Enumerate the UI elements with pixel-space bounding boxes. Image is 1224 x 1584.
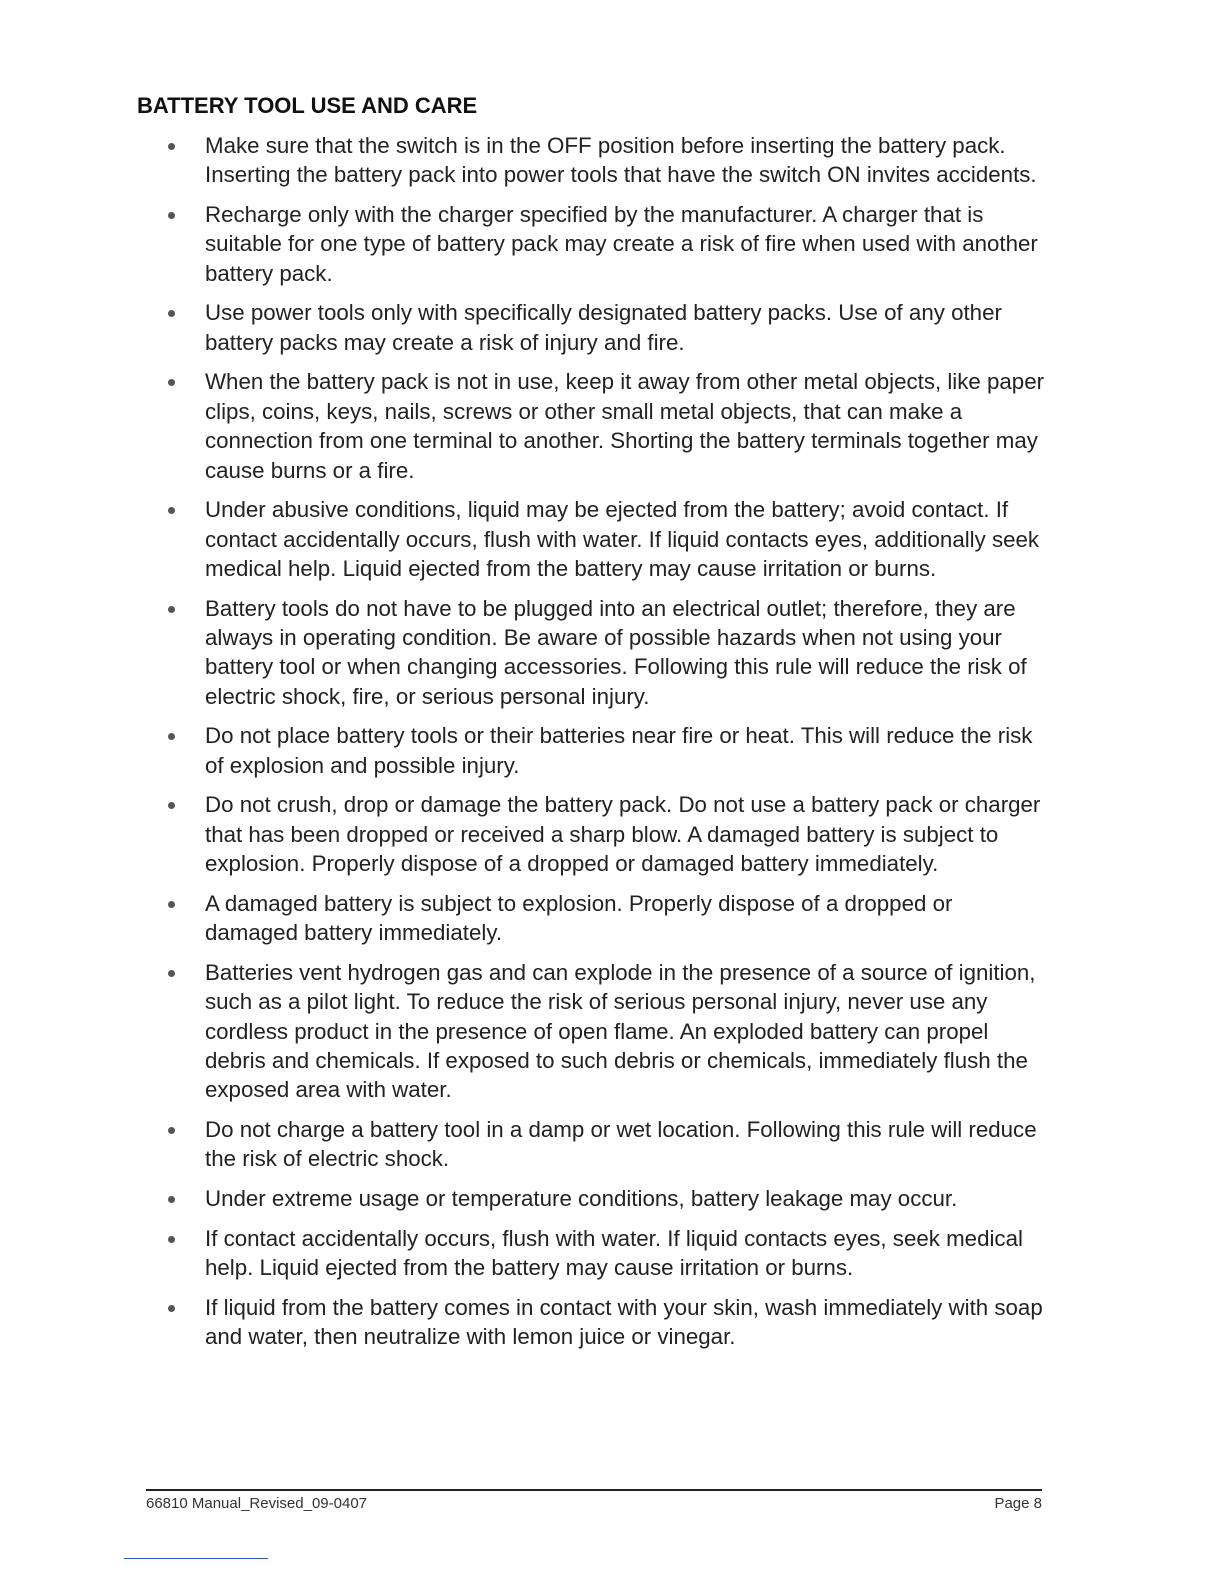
bullet-icon xyxy=(168,379,175,386)
list-item xyxy=(168,367,1048,485)
bullet-list xyxy=(168,131,1048,1362)
list-item xyxy=(168,298,1048,357)
list-item xyxy=(168,790,1048,878)
list-item-text: Under abusive conditions, liquid may be ejected from the battery; avoid contact. If contact accidentally occurs, flush with water. If liquid contacts eyes, additionally seek medical help. Liquid ejected from the battery may cause irritation or burns. xyxy=(205,497,1040,582)
section-heading: BATTERY TOOL USE AND CARE xyxy=(137,93,478,118)
bullet-icon xyxy=(168,1236,175,1243)
list-item-text: Batteries vent hydrogen gas and can explode in the presence of a source of ignition, such as a pilot light. To reduce the risk of serious personal injury, never use any cordless product in the presence of open flame. An exploded battery can propel debris and chemicals. If exposed to such debris or chemicals, immediately flush the exposed area with water. xyxy=(205,959,1036,1103)
list-item-text: Battery tools do not have to be plugged into an electrical outlet; therefore, they are always in operating condition. Be aware of possible hazards when not using your battery tool or when changing accessories. Following this rule will reduce the risk of electric shock, fire, or serious personal injury. xyxy=(205,595,1027,709)
bullet-icon xyxy=(168,1196,175,1203)
list-item xyxy=(168,1115,1048,1174)
list-item-text: Under extreme usage or temperature conditions, battery leakage may occur. xyxy=(205,1186,958,1212)
list-item-text: Do not crush, drop or damage the battery pack. Do not use a battery pack or charger that has been dropped or received a sharp blow. A damaged battery is subject to explosion. Properly dispose of a dropped or damaged battery immediately. xyxy=(205,792,1041,877)
list-item xyxy=(168,1224,1048,1283)
list-item xyxy=(168,1184,1048,1213)
footer-page-number: Page 8 xyxy=(994,1495,1042,1512)
list-item xyxy=(168,889,1048,948)
footer-document-id: 66810 Manual_Revised_09-0407 xyxy=(146,1495,368,1512)
list-item xyxy=(168,1293,1048,1352)
blue-underline-mark xyxy=(124,1558,268,1559)
bullet-icon xyxy=(168,143,175,150)
list-item-text: If contact accidentally occurs, flush with water. If liquid contacts eyes, seek medical help. Liquid ejected from the battery may cause irritation or burns. xyxy=(205,1225,1023,1281)
list-item xyxy=(168,131,1048,190)
bullet-icon xyxy=(168,802,175,809)
bullet-icon xyxy=(168,212,175,219)
bullet-icon xyxy=(168,310,175,317)
list-item xyxy=(168,200,1048,288)
list-item-text: Make sure that the switch is in the OFF position before inserting the battery pack. Inserting the battery pack into power tools that have the switch ON invites accidents. xyxy=(205,133,1037,188)
bullet-icon xyxy=(168,901,175,908)
list-item-text: Recharge only with the charger specified by the manufacturer. A charger that is suitable for one type of battery pack may create a risk of fire when used with another battery pack. xyxy=(205,202,1038,286)
list-item xyxy=(168,495,1048,583)
bullet-icon xyxy=(168,1127,175,1134)
bullet-icon xyxy=(168,1305,175,1312)
list-item xyxy=(168,721,1048,780)
bullet-icon xyxy=(168,606,175,613)
bullet-icon xyxy=(168,733,175,740)
list-item-text: A damaged battery is subject to explosion. Properly dispose of a dropped or damaged battery immediately. xyxy=(205,890,953,946)
list-item-text: Use power tools only with specifically designated battery packs. Use of any other battery packs may create a risk of injury and fire. xyxy=(205,300,1002,355)
list-item-text: Do not charge a battery tool in a damp or wet location. Following this rule will reduce the risk of electric shock. xyxy=(205,1117,1037,1172)
footer-divider xyxy=(146,1489,1042,1491)
bullet-icon xyxy=(168,507,175,514)
list-item-text: When the battery pack is not in use, keep it away from other metal objects, like paper clips, coins, keys, nails, screws or other small metal objects, that can make a connection from one terminal to another. Shorting the battery terminals together may cause burns or a fire. xyxy=(205,369,1045,483)
bullet-icon xyxy=(168,970,175,977)
list-item xyxy=(168,958,1048,1105)
list-item-text: If liquid from the battery comes in contact with your skin, wash immediately with soap and water, then neutralize with lemon juice or vinegar. xyxy=(205,1294,1043,1350)
list-item-text: Do not place battery tools or their batteries near fire or heat. This will reduce the risk of explosion and possible injury. xyxy=(205,723,1033,778)
list-item xyxy=(168,594,1048,712)
